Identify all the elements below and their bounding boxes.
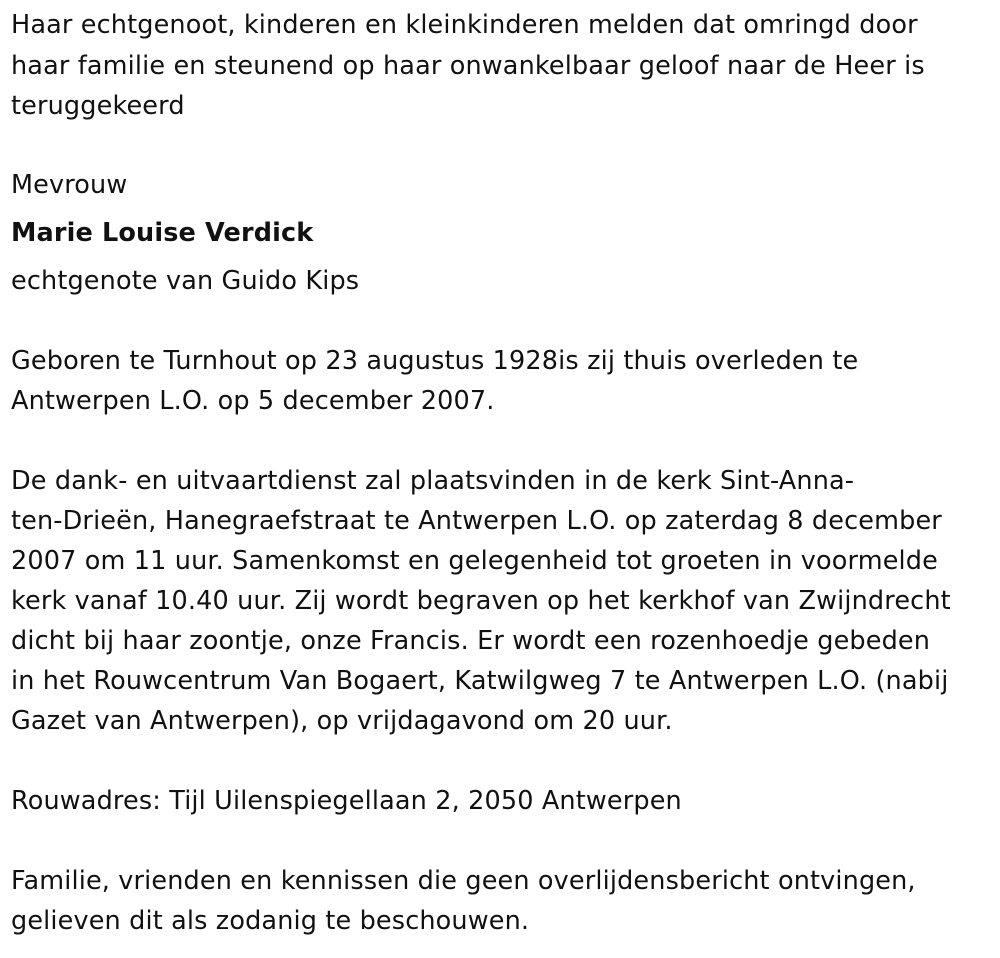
service-line: Gazet van Antwerpen), op vrijdagavond om 20 uur. (11, 706, 673, 736)
service-line: ten-Drieën, Hanegraefstraat te Antwerpen L.O. op zaterdag 8 december (11, 506, 942, 536)
deceased-name: Marie Louise Verdick (11, 218, 314, 248)
service-line: dicht bij haar zoontje, onze Francis. Er wordt een rozenhoedje gebeden (11, 626, 931, 656)
service-line: kerk vanaf 10.40 uur. Zij wordt begraven op het kerkhof van Zwijndrecht (11, 586, 951, 616)
service-line: 2007 om 11 uur. Samenkomst en gelegenheid tot groeten in voormelde (11, 546, 938, 576)
mourning-address: Rouwadres: Tijl Uilenspiegellaan 2, 2050 Antwerpen (11, 786, 682, 816)
service-line: in het Rouwcentrum Van Bogaert, Katwilgweg 7 te Antwerpen L.O. (nabij (11, 666, 949, 696)
intro-line: haar familie en steunend op haar onwankelbaar geloof naar de Heer is (11, 51, 925, 81)
intro-line: teruggekeerd (11, 91, 185, 121)
service-line: De dank- en uitvaartdienst zal plaatsvinden in de kerk Sint-Anna- (11, 466, 855, 496)
honorific-title: Mevrouw (11, 170, 128, 200)
closing-line: gelieven dit als zodanig te beschouwen. (11, 906, 530, 936)
spouse-line: echtgenote van Guido Kips (11, 266, 360, 296)
closing-line: Familie, vrienden en kennissen die geen overlijdensbericht ontvingen, (11, 866, 916, 896)
birth-death-line: Antwerpen L.O. op 5 december 2007. (11, 386, 495, 416)
birth-death-line: Geboren te Turnhout op 23 augustus 1928is zij thuis overleden te (11, 346, 859, 376)
intro-line: Haar echtgenoot, kinderen en kleinkinderen melden dat omringd door (11, 10, 918, 40)
